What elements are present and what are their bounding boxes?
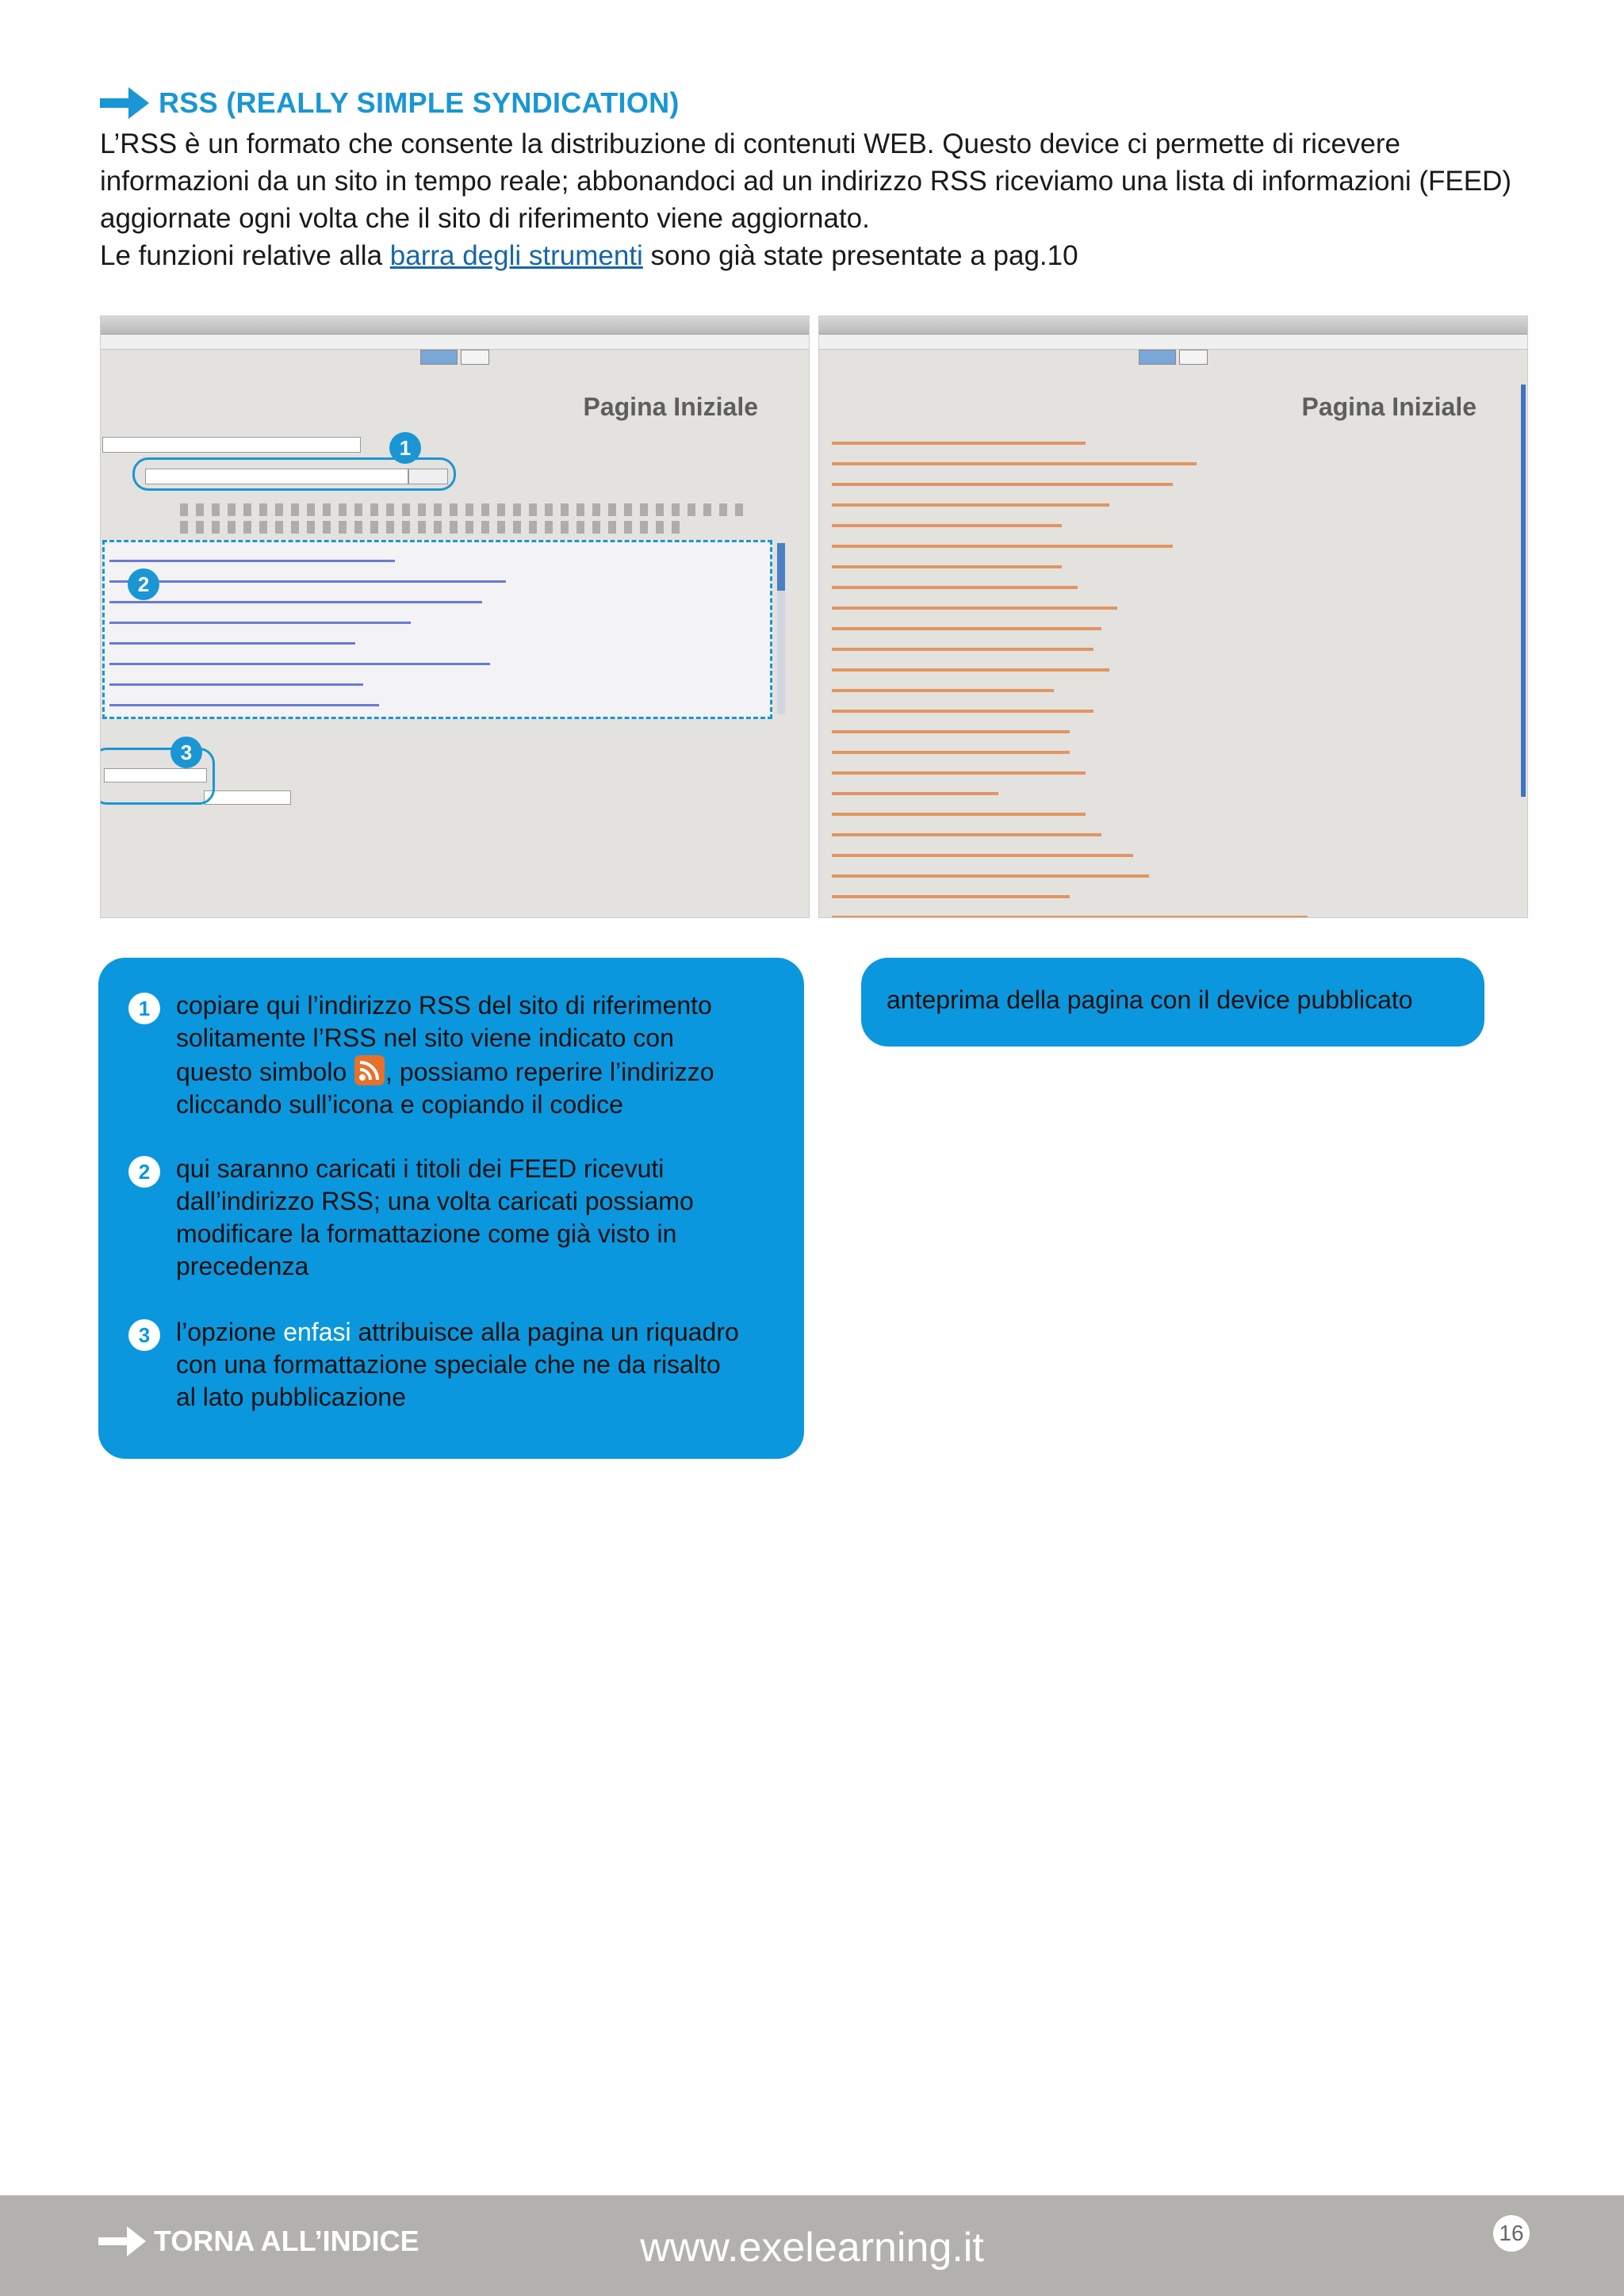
rss-icon	[354, 1054, 385, 1086]
instruction-item-1	[128, 989, 747, 1121]
instructions-box	[98, 958, 804, 1459]
instruction-text-2: qui saranno caricati i titoli dei FEED ricevuti dall’indirizzo RSS; una volta caricati possiamo modificare la formattazione come già visto in precedenza	[176, 1154, 694, 1280]
screenshot-tabs	[101, 350, 809, 365]
instruction-text-1-part-b: , possiamo reperire l’indirizzo cliccando sull’icona e copiando il codice	[176, 1058, 714, 1119]
idevice-title-field	[102, 437, 361, 453]
instruction-item-2	[128, 1153, 747, 1283]
arrow-right-icon	[98, 84, 151, 122]
section-title: RSS (REALLY SIMPLE SYNDICATION)	[159, 86, 680, 119]
style-select	[204, 790, 291, 805]
preview-page-heading: Pagina Iniziale	[1301, 392, 1477, 421]
instruction-badge-2: 2	[128, 1156, 160, 1188]
window-titlebar	[819, 316, 1527, 335]
intro-text	[100, 125, 1527, 274]
instruction-badge-1: 1	[128, 993, 160, 1024]
instruction-badge-3: 3	[128, 1319, 160, 1351]
instruction-text-1-part-a: copiare qui l’indirizzo RSS del sito di riferimento solitamente l’RSS nel sito viene indicato con questo simbolo	[176, 991, 712, 1086]
editor-page-heading: Pagina Iniziale	[583, 392, 758, 421]
screenshot-badge-3: 3	[170, 737, 202, 768]
screenshot-badge-1: 1	[389, 432, 421, 464]
screenshot-tabs	[819, 350, 1527, 365]
screenshot-tab	[461, 350, 489, 365]
intro-paragraph: L’RSS è un formato che consente la distribuzione di contenuti WEB. Questo device ci permette di ricevere informazioni da un sito in tempo reale; abbonandoci ad un indirizzo RSS riceviamo una lista di informazioni (FEED) aggiornate ogni volta che il sito di riferimento viene aggiornato.	[100, 128, 1512, 234]
instruction-text-3	[176, 1316, 747, 1414]
editor-screenshot	[100, 316, 810, 918]
footer-website[interactable]: www.exelearning.it	[640, 2225, 984, 2271]
screenshot-tab-active	[420, 350, 458, 365]
preview-label: anteprima della pagina con il device pubblicato	[887, 985, 1413, 1014]
feed-area	[102, 540, 772, 719]
section-heading	[98, 84, 680, 122]
reference-suffix: sono già state presentate a pag.10	[642, 240, 1078, 271]
screenshot-tab	[1179, 350, 1208, 365]
page-number: 16	[1493, 2215, 1530, 2252]
editor-toolbar-row	[180, 521, 688, 534]
instruction-item-3	[128, 1316, 747, 1414]
toolbar-reference	[100, 237, 1527, 274]
back-to-index-label: TORNA ALL’INDICE	[154, 2225, 419, 2257]
emphasis-keyword: enfasi	[283, 1318, 351, 1346]
screenshot-badge-2: 2	[128, 568, 159, 600]
window-address-bar	[819, 335, 1527, 350]
reference-prefix: Le funzioni relative alla	[100, 240, 390, 271]
instruction-text-3-part-b: attribuisce alla pagina un riquadro con una formattazione speciale che ne da risalto al lato pubblicazione	[176, 1318, 739, 1411]
preview-label-box	[861, 958, 1484, 1047]
toolbar-link[interactable]: barra degli strumenti	[389, 240, 643, 271]
instruction-text-3-part-a: l’opzione	[176, 1318, 284, 1346]
feed-scrollbar	[777, 543, 785, 714]
screenshot-tab-active	[1139, 350, 1176, 365]
window-titlebar	[101, 316, 809, 335]
editor-toolbar-row	[180, 503, 751, 516]
window-address-bar	[101, 335, 809, 350]
instruction-text-1	[176, 989, 747, 1121]
preview-scrollbar	[1521, 385, 1526, 797]
preview-screenshot	[818, 316, 1528, 918]
